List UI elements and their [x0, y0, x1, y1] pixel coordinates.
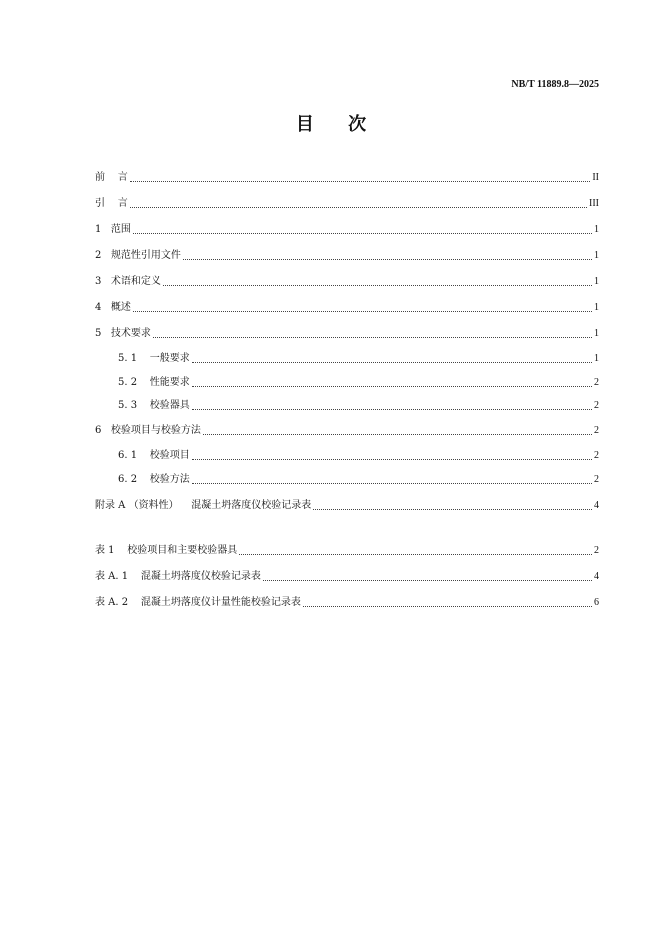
dot-leader [183, 259, 592, 260]
toc-entry-label: 4 概述 [95, 302, 131, 313]
toc-table-a2[interactable] [95, 596, 599, 610]
toc-entry-label: 表 A. 2 混凝土坍落度仪计量性能校验记录表 [95, 597, 301, 608]
toc-entry-label: 6. 2 校验方法 [118, 474, 190, 485]
toc-entry-page: 2 [594, 377, 599, 388]
toc-entry-page: 1 [594, 276, 599, 287]
toc-entry-foreword[interactable] [95, 171, 599, 185]
dot-leader [313, 509, 592, 510]
toc-entry-page: 1 [594, 224, 599, 235]
toc-entry-page: 1 [594, 250, 599, 261]
toc-entry-technical-requirements[interactable] [95, 327, 599, 341]
toc-entry-page: III [589, 198, 599, 209]
page-title: 目 次 [295, 114, 381, 135]
toc-entry-performance-requirements[interactable] [118, 376, 599, 390]
toc-entry-label: 5. 1 一般要求 [118, 353, 190, 364]
dot-leader [163, 285, 592, 286]
dot-leader [239, 554, 592, 555]
toc-entry-label: 1 范围 [95, 224, 131, 235]
toc-entry-page: 1 [594, 328, 599, 339]
toc-entry-page: 4 [594, 500, 599, 511]
toc-entry-page: 2 [594, 474, 599, 485]
dot-leader [203, 434, 592, 435]
dot-leader [130, 207, 587, 208]
toc-entry-label: 5 技术要求 [95, 328, 151, 339]
toc-entry-label: 3 术语和定义 [95, 276, 161, 287]
toc-entry-label: 表 A. 1 混凝土坍落度仪校验记录表 [95, 571, 261, 582]
toc-entry-scope[interactable] [95, 223, 599, 237]
toc-entry-items-and-methods[interactable] [95, 424, 599, 438]
dot-leader [192, 362, 592, 363]
toc-entry-page: 4 [594, 571, 599, 582]
toc-entry-label: 5. 2 性能要求 [118, 377, 190, 388]
toc-entry-label: 表 1 校验项目和主要校验器具 [95, 545, 238, 556]
toc-entry-label: 5. 3 校验器具 [118, 400, 190, 411]
toc-entry-calibration-methods[interactable] [118, 473, 599, 487]
toc-entry-general-requirements[interactable] [118, 352, 599, 366]
dot-leader [133, 233, 592, 234]
dot-leader [192, 459, 592, 460]
toc-entry-page: 1 [594, 302, 599, 313]
toc-entry-overview[interactable] [95, 301, 599, 315]
dot-leader [192, 483, 592, 484]
toc-entry-terms-definitions[interactable] [95, 275, 599, 289]
toc-entry-normative-references[interactable] [95, 249, 599, 263]
toc-entry-label: 引 言 [95, 198, 128, 209]
toc-entry-label: 附录 A （资料性） 混凝土坍落度仪校验记录表 [95, 500, 312, 511]
toc-entry-page: 2 [594, 450, 599, 461]
toc-entry-page: 6 [594, 597, 599, 608]
toc-entry-label: 6. 1 校验项目 [118, 450, 190, 461]
dot-leader [133, 311, 592, 312]
toc-table-a1[interactable] [95, 570, 599, 584]
toc-entry-annex-a[interactable] [95, 499, 599, 513]
toc-table-1[interactable] [95, 544, 599, 558]
toc-entry-label: 前 言 [95, 172, 128, 183]
dot-leader [130, 181, 591, 182]
dot-leader [263, 580, 592, 581]
toc-entry-calibration-items[interactable] [118, 449, 599, 463]
dot-leader [303, 606, 592, 607]
toc-entry-introduction[interactable] [95, 197, 599, 211]
toc-entry-page: 2 [594, 545, 599, 556]
toc-entry-label: 6 校验项目与校验方法 [95, 425, 201, 436]
document-code: NB/T 11889.8—2025 [511, 79, 599, 90]
toc-entry-label: 2 规范性引用文件 [95, 250, 181, 261]
toc-entry-calibration-apparatus[interactable] [118, 399, 599, 413]
toc-entry-page: 2 [594, 425, 599, 436]
dot-leader [192, 409, 592, 410]
toc-entry-page: 1 [594, 353, 599, 364]
dot-leader [153, 337, 592, 338]
toc-entry-page: 2 [594, 400, 599, 411]
dot-leader [192, 386, 592, 387]
toc-entry-page: II [592, 172, 599, 183]
